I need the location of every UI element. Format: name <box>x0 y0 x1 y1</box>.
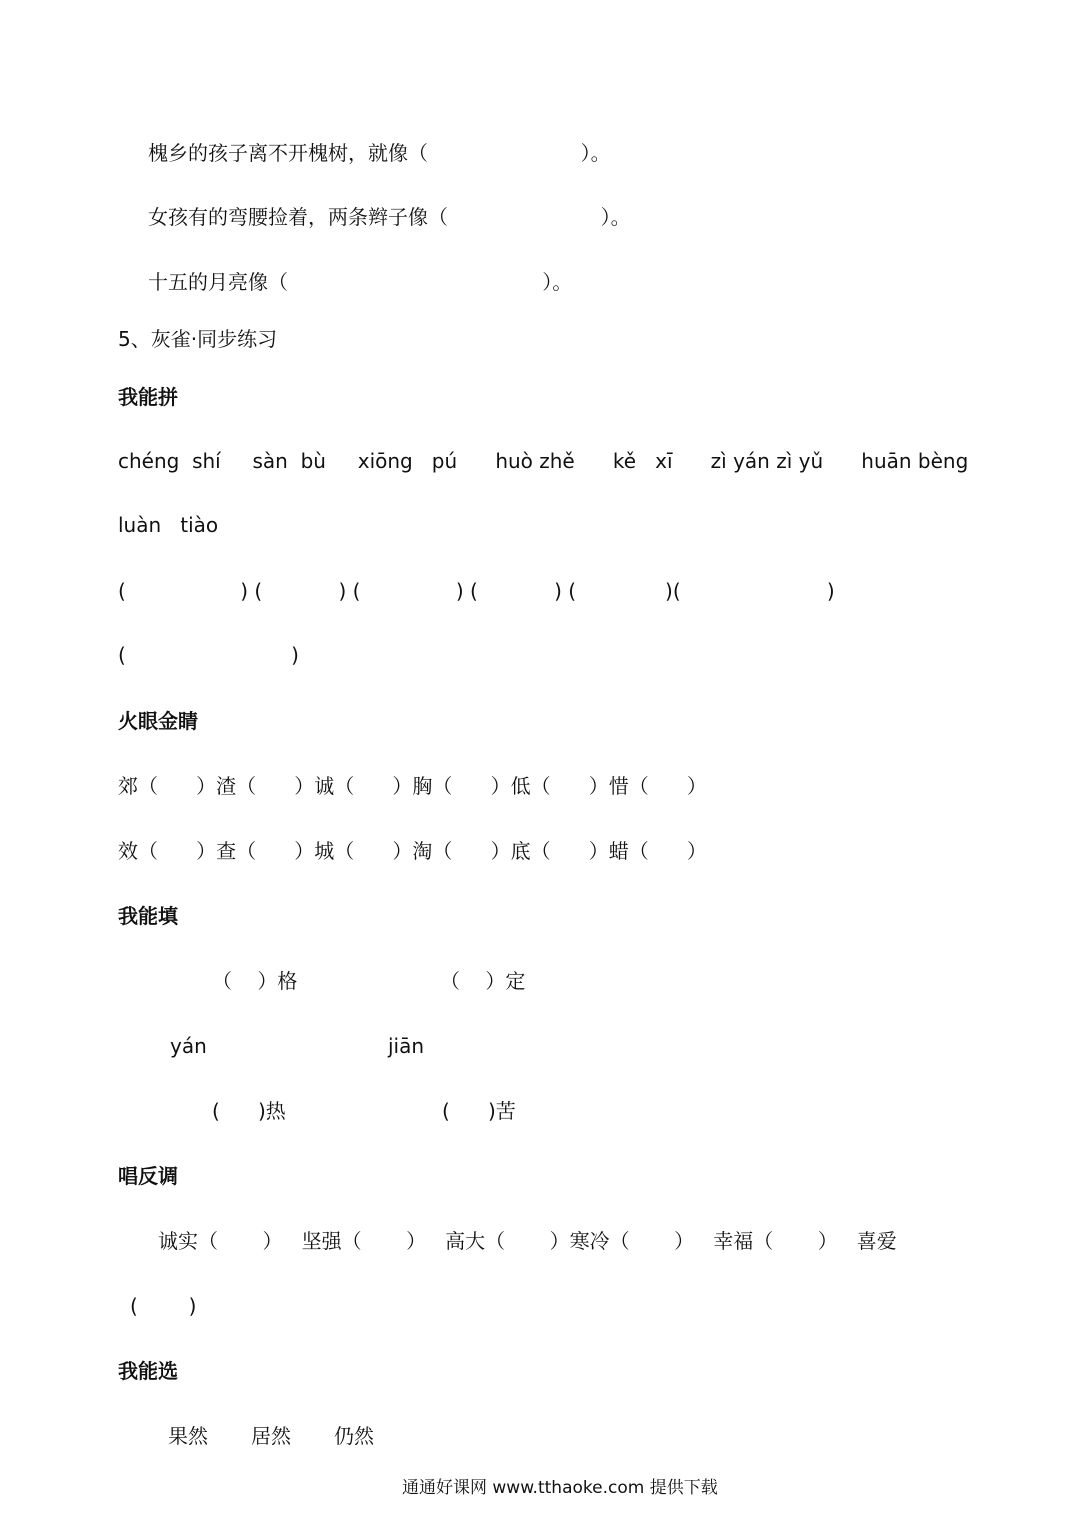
simile-line-2: 女孩有的弯腰捡着，两条辫子像（ ）。 <box>148 205 631 229</box>
section-heading-choose: 我能选 <box>118 1359 178 1383</box>
fill-pinyin-right: jiān <box>388 1034 425 1058</box>
section-heading-pinyin: 我能拼 <box>118 385 178 409</box>
lesson-title: 5、灰雀·同步练习 <box>118 327 278 351</box>
fill-row-1-right: （ ）定 <box>440 969 526 993</box>
distinguish-row-2: 效（ ）查（ ）城（ ）淘（ ）底（ ）蜡（ ） <box>118 839 707 863</box>
fill-row-1-left: （ ）格 <box>212 969 298 993</box>
section-heading-distinguish: 火眼金睛 <box>118 709 198 733</box>
antonym-row-2: ( ) <box>130 1294 197 1318</box>
antonym-row-1: 诚实（ ） 坚强（ ） 高大（ ）寒冷（ ） 幸福（ ） 喜爱 <box>158 1229 897 1253</box>
pinyin-answer-line-1: ( ) ( ) ( ) ( ) ( )( ) <box>118 579 835 603</box>
simile-line-3: 十五的月亮像（ ）。 <box>148 270 573 294</box>
distinguish-row-1: 郊（ ）渣（ ）诚（ ）胸（ ）低（ ）惜（ ） <box>118 774 707 798</box>
choose-option-3: 仍然 <box>334 1424 374 1448</box>
footer-text: 通通好课网 www.tthaoke.com 提供下载 <box>402 1478 718 1498</box>
fill-pinyin-left: yán <box>170 1034 207 1058</box>
pinyin-line-2: luàn tiào <box>118 513 219 537</box>
choose-option-1: 果然 <box>168 1424 208 1448</box>
fill-row-2-left: ( )热 <box>212 1099 286 1123</box>
pinyin-line-1: chéng shí sàn bù xiōng pú huò zhě kě xī zì yán zì yǔ huān bèng <box>118 449 969 473</box>
pinyin-answer-line-2: ( ) <box>118 643 299 667</box>
section-heading-fill: 我能填 <box>118 904 178 928</box>
simile-line-1: 槐乡的孩子离不开槐树，就像（ ）。 <box>148 141 611 165</box>
section-heading-antonym: 唱反调 <box>118 1164 178 1188</box>
choose-option-2: 居然 <box>251 1424 291 1448</box>
fill-row-2-right: ( )苦 <box>442 1099 516 1123</box>
